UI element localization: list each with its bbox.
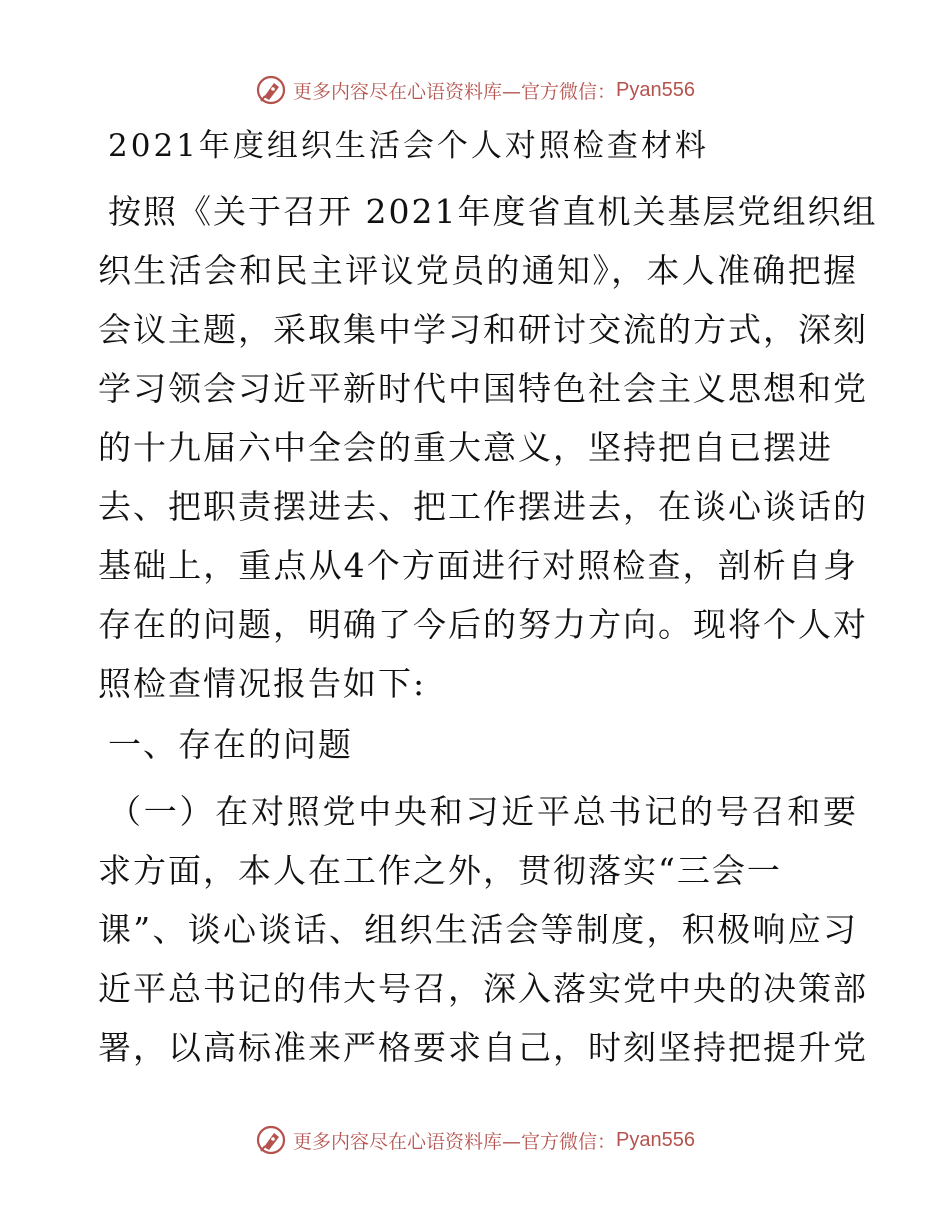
intro-line: 按照《关于召开 2021年度省直机关基层党组织组 (108, 192, 878, 231)
intro-line: 存在的问题，明确了今后的努力方向。现将个人对 (98, 605, 868, 644)
section1-line: 近平总书记的伟大号召，深入落实党中央的决策部 (98, 969, 868, 1008)
section1-line: 课”、谈心谈话、组织生活会等制度，积极响应习 (98, 910, 858, 949)
pen-nib-icon (255, 74, 287, 106)
intro-line: 会议主题，采取集中学习和研讨交流的方式，深刻 (98, 310, 868, 349)
intro-line: 基础上，重点从4个方面进行对照检查，剖析自身 (98, 546, 858, 585)
intro-line: 的十九届六中全会的重大意义，坚持把自已摆进 (98, 428, 833, 467)
section1-paragraph (98, 782, 868, 1077)
document-body (98, 120, 878, 1077)
pen-nib-icon (255, 1124, 287, 1156)
document-title: 2021年度组织生活会个人对照检查材料 (108, 128, 709, 164)
section1-line: 署，以高标准来严格要求自己，时刻坚持把提升党 (98, 1028, 868, 1067)
watermark-banner-top (0, 70, 950, 110)
watermark-text: 更多内容尽在心语资料库—官方微信： (293, 1130, 617, 1153)
section-heading: 一、存在的问题 (108, 725, 353, 764)
watermark-banner-bottom (0, 1120, 950, 1160)
watermark-wechat-id: Pyan556 (616, 78, 695, 101)
intro-line: 去、把职责摆进去、把工作摆进去，在谈心谈话的 (98, 487, 868, 526)
watermark-text: 更多内容尽在心语资料库—官方微信： (293, 80, 617, 103)
intro-line: 学习领会习近平新时代中国特色社会主义思想和党 (98, 369, 868, 408)
intro-line: 照检查情况报告如下: (98, 664, 427, 703)
intro-line: 织生活会和民主评议党员的通知》，本人准确把握 (98, 251, 858, 290)
intro-paragraph (98, 182, 878, 713)
section1-line: 求方面，本人在工作之外，贯彻落实“三会一 (98, 851, 782, 890)
section1-line: （一）在对照党中央和习近平总书记的号召和要 (108, 792, 858, 831)
watermark-wechat-id: Pyan556 (616, 1128, 695, 1151)
